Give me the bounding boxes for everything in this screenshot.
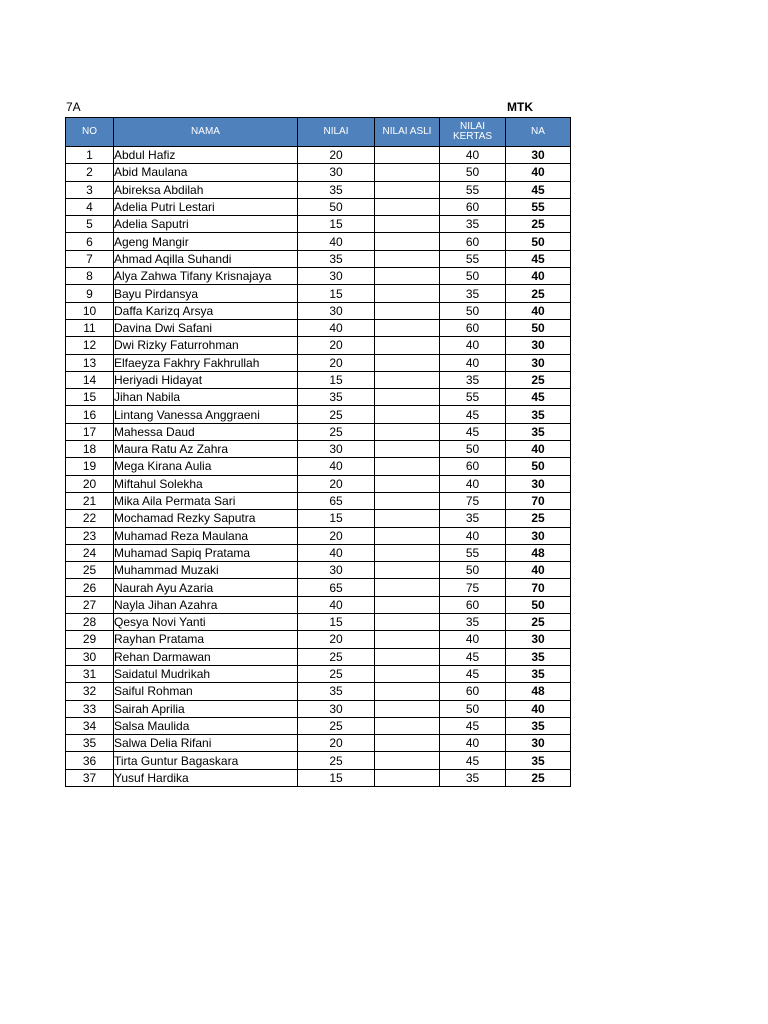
cell-no: 31 (66, 665, 114, 682)
cell-nilai-asli (375, 319, 440, 336)
cell-nilai-asli (375, 769, 440, 786)
cell-nilai: 25 (298, 752, 375, 769)
class-label: 7A (66, 100, 81, 114)
cell-nilai-kertas: 35 (440, 216, 506, 233)
cell-nilai-kertas: 75 (440, 492, 506, 509)
cell-nama: Mika Aila Permata Sari (114, 492, 298, 509)
cell-nilai-asli (375, 302, 440, 319)
table-row (66, 268, 571, 285)
cell-na: 48 (506, 683, 571, 700)
cell-nilai-asli (375, 683, 440, 700)
cell-no: 16 (66, 406, 114, 423)
cell-nilai-kertas: 55 (440, 544, 506, 561)
cell-nilai-asli (375, 562, 440, 579)
cell-na: 45 (506, 181, 571, 198)
cell-nama: Muhamad Sapiq Pratama (114, 544, 298, 561)
cell-na: 30 (506, 147, 571, 164)
cell-nilai-asli (375, 510, 440, 527)
cell-nilai-asli (375, 717, 440, 734)
cell-nilai-asli (375, 233, 440, 250)
table-row (66, 614, 571, 631)
cell-nilai: 25 (298, 717, 375, 734)
cell-na: 50 (506, 458, 571, 475)
cell-no: 23 (66, 527, 114, 544)
cell-no: 36 (66, 752, 114, 769)
cell-nilai-kertas: 50 (440, 562, 506, 579)
cell-nama: Saidatul Mudrikah (114, 665, 298, 682)
cell-nilai-kertas: 40 (440, 354, 506, 371)
cell-na: 25 (506, 614, 571, 631)
cell-no: 24 (66, 544, 114, 561)
cell-na: 30 (506, 475, 571, 492)
header-row (66, 118, 571, 147)
cell-nama: Daffa Karizq Arsya (114, 302, 298, 319)
cell-na: 40 (506, 562, 571, 579)
cell-nilai-asli (375, 371, 440, 388)
table-row (66, 458, 571, 475)
cell-nilai: 30 (298, 302, 375, 319)
cell-nilai-asli (375, 596, 440, 613)
cell-nilai: 35 (298, 683, 375, 700)
cell-nilai-asli (375, 164, 440, 181)
cell-nilai-kertas: 60 (440, 198, 506, 215)
cell-no: 3 (66, 181, 114, 198)
cell-nilai-asli (375, 147, 440, 164)
cell-no: 14 (66, 371, 114, 388)
table-row (66, 423, 571, 440)
cell-na: 30 (506, 527, 571, 544)
cell-nilai: 20 (298, 354, 375, 371)
table-row (66, 631, 571, 648)
cell-nilai-asli (375, 285, 440, 302)
cell-nilai: 40 (298, 458, 375, 475)
cell-na: 50 (506, 319, 571, 336)
cell-nilai-asli (375, 389, 440, 406)
cell-nama: Davina Dwi Safani (114, 319, 298, 336)
cell-na: 50 (506, 596, 571, 613)
table-row (66, 717, 571, 734)
cell-nilai-kertas: 40 (440, 631, 506, 648)
cell-nama: Nayla Jihan Azahra (114, 596, 298, 613)
cell-nilai: 30 (298, 700, 375, 717)
cell-nilai-asli (375, 492, 440, 509)
table-row (66, 562, 571, 579)
cell-nilai: 20 (298, 735, 375, 752)
cell-nilai-kertas: 60 (440, 319, 506, 336)
table-row (66, 596, 571, 613)
cell-nama: Yusuf Hardika (114, 769, 298, 786)
cell-nilai: 15 (298, 285, 375, 302)
cell-nama: Mahessa Daud (114, 423, 298, 440)
cell-no: 35 (66, 735, 114, 752)
header-nilai-kertas (440, 118, 506, 147)
table-row (66, 700, 571, 717)
table-row (66, 164, 571, 181)
cell-nilai-asli (375, 268, 440, 285)
cell-nilai-asli (375, 700, 440, 717)
cell-nilai: 40 (298, 544, 375, 561)
cell-no: 11 (66, 319, 114, 336)
cell-na: 40 (506, 700, 571, 717)
subject-label: MTK (507, 100, 533, 114)
cell-nilai: 40 (298, 233, 375, 250)
cell-nilai: 15 (298, 769, 375, 786)
cell-nama: Saiful Rohman (114, 683, 298, 700)
cell-nilai-kertas: 45 (440, 423, 506, 440)
cell-nilai: 20 (298, 475, 375, 492)
cell-nilai: 30 (298, 268, 375, 285)
cell-na: 40 (506, 441, 571, 458)
cell-nilai: 30 (298, 164, 375, 181)
cell-nilai: 40 (298, 596, 375, 613)
table-row (66, 371, 571, 388)
cell-nama: Miftahul Solekha (114, 475, 298, 492)
cell-nilai-asli (375, 614, 440, 631)
cell-no: 29 (66, 631, 114, 648)
cell-nilai-kertas: 45 (440, 752, 506, 769)
table-row (66, 302, 571, 319)
cell-nilai-asli (375, 475, 440, 492)
cell-nilai: 20 (298, 147, 375, 164)
cell-nama: Qesya Novi Yanti (114, 614, 298, 631)
cell-no: 25 (66, 562, 114, 579)
cell-nama: Ageng Mangir (114, 233, 298, 250)
cell-nilai: 15 (298, 216, 375, 233)
cell-nama: Abireksa Abdilah (114, 181, 298, 198)
cell-nilai-kertas: 40 (440, 475, 506, 492)
cell-nilai-kertas: 40 (440, 735, 506, 752)
table-row (66, 544, 571, 561)
cell-nilai-asli (375, 216, 440, 233)
cell-nama: Sairah Aprilia (114, 700, 298, 717)
cell-no: 15 (66, 389, 114, 406)
header-nilai-asli: NILAI ASLI (375, 118, 440, 147)
table-row (66, 735, 571, 752)
cell-nilai-kertas: 60 (440, 233, 506, 250)
cell-nilai: 15 (298, 371, 375, 388)
cell-na: 25 (506, 216, 571, 233)
cell-na: 45 (506, 389, 571, 406)
cell-nilai-kertas: 35 (440, 371, 506, 388)
cell-nilai-kertas: 45 (440, 665, 506, 682)
cell-na: 35 (506, 648, 571, 665)
cell-nilai-kertas: 55 (440, 389, 506, 406)
cell-na: 30 (506, 735, 571, 752)
cell-no: 32 (66, 683, 114, 700)
cell-no: 4 (66, 198, 114, 215)
header-nilai-kertas-line1: NILAI (459, 121, 485, 132)
cell-no: 18 (66, 441, 114, 458)
grades-table (65, 117, 571, 787)
cell-nama: Mega Kirana Aulia (114, 458, 298, 475)
cell-no: 33 (66, 700, 114, 717)
cell-nilai-kertas: 45 (440, 406, 506, 423)
cell-nilai-kertas: 50 (440, 441, 506, 458)
cell-nilai-asli (375, 181, 440, 198)
cell-no: 12 (66, 337, 114, 354)
cell-no: 30 (66, 648, 114, 665)
cell-nilai: 65 (298, 492, 375, 509)
cell-nama: Abid Maulana (114, 164, 298, 181)
cell-no: 5 (66, 216, 114, 233)
cell-nilai: 40 (298, 319, 375, 336)
cell-no: 13 (66, 354, 114, 371)
cell-nilai-asli (375, 735, 440, 752)
table-row (66, 510, 571, 527)
cell-nama: Mochamad Rezky Saputra (114, 510, 298, 527)
table-row (66, 492, 571, 509)
table-row (66, 752, 571, 769)
cell-na: 35 (506, 752, 571, 769)
cell-nilai-kertas: 35 (440, 614, 506, 631)
cell-nama: Lintang Vanessa Anggraeni (114, 406, 298, 423)
cell-nama: Rayhan Pratama (114, 631, 298, 648)
cell-nilai-asli (375, 752, 440, 769)
cell-nilai-asli (375, 423, 440, 440)
cell-nilai-kertas: 60 (440, 683, 506, 700)
cell-no: 2 (66, 164, 114, 181)
cell-nama: Adelia Saputri (114, 216, 298, 233)
cell-no: 22 (66, 510, 114, 527)
cell-nama: Heriyadi Hidayat (114, 371, 298, 388)
cell-nilai: 25 (298, 648, 375, 665)
cell-na: 25 (506, 285, 571, 302)
cell-nama: Elfaeyza Fakhry Fakhrullah (114, 354, 298, 371)
cell-nama: Bayu Pirdansya (114, 285, 298, 302)
table-row (66, 285, 571, 302)
cell-na: 40 (506, 268, 571, 285)
table-row (66, 233, 571, 250)
cell-nama: Rehan Darmawan (114, 648, 298, 665)
cell-nilai-kertas: 50 (440, 700, 506, 717)
cell-nilai-kertas: 50 (440, 268, 506, 285)
cell-no: 21 (66, 492, 114, 509)
table-row (66, 250, 571, 267)
table-row (66, 527, 571, 544)
cell-nama: Muhammad Muzaki (114, 562, 298, 579)
cell-nilai: 30 (298, 562, 375, 579)
cell-nilai: 20 (298, 527, 375, 544)
cell-nama: Adelia Putri Lestari (114, 198, 298, 215)
table-row (66, 181, 571, 198)
cell-nilai: 25 (298, 406, 375, 423)
cell-nilai-kertas: 45 (440, 648, 506, 665)
cell-na: 45 (506, 250, 571, 267)
cell-no: 6 (66, 233, 114, 250)
cell-na: 30 (506, 354, 571, 371)
cell-nama: Alya Zahwa Tifany Krisnajaya (114, 268, 298, 285)
cell-na: 35 (506, 665, 571, 682)
cell-no: 10 (66, 302, 114, 319)
cell-nilai-kertas: 55 (440, 181, 506, 198)
cell-na: 25 (506, 510, 571, 527)
cell-nama: Tirta Guntur Bagaskara (114, 752, 298, 769)
cell-nilai-kertas: 55 (440, 250, 506, 267)
cell-nilai: 30 (298, 441, 375, 458)
table-row (66, 216, 571, 233)
cell-nilai-asli (375, 354, 440, 371)
cell-na: 70 (506, 492, 571, 509)
cell-na: 35 (506, 717, 571, 734)
cell-no: 26 (66, 579, 114, 596)
cell-na: 48 (506, 544, 571, 561)
header-nilai: NILAI (298, 118, 375, 147)
cell-na: 50 (506, 233, 571, 250)
cell-nilai-kertas: 75 (440, 579, 506, 596)
table-row (66, 769, 571, 786)
cell-nilai: 50 (298, 198, 375, 215)
cell-no: 7 (66, 250, 114, 267)
cell-nilai-asli (375, 458, 440, 475)
cell-nilai-kertas: 60 (440, 596, 506, 613)
cell-nilai-asli (375, 406, 440, 423)
table-row (66, 147, 571, 164)
cell-nilai: 65 (298, 579, 375, 596)
cell-nilai: 35 (298, 181, 375, 198)
cell-nilai: 25 (298, 423, 375, 440)
table-row (66, 441, 571, 458)
table-row (66, 648, 571, 665)
header-no: NO (66, 118, 114, 147)
cell-no: 8 (66, 268, 114, 285)
cell-na: 70 (506, 579, 571, 596)
table-row (66, 198, 571, 215)
cell-nilai-kertas: 35 (440, 285, 506, 302)
cell-no: 37 (66, 769, 114, 786)
cell-no: 28 (66, 614, 114, 631)
table-row (66, 683, 571, 700)
cell-na: 55 (506, 198, 571, 215)
cell-nilai-kertas: 40 (440, 147, 506, 164)
table-row (66, 319, 571, 336)
cell-nilai: 20 (298, 337, 375, 354)
table-row (66, 475, 571, 492)
table-row (66, 389, 571, 406)
cell-no: 9 (66, 285, 114, 302)
cell-nama: Jihan Nabila (114, 389, 298, 406)
cell-na: 25 (506, 769, 571, 786)
cell-nilai-kertas: 35 (440, 769, 506, 786)
cell-no: 1 (66, 147, 114, 164)
cell-nilai-kertas: 35 (440, 510, 506, 527)
cell-nama: Dwi Rizky Faturrohman (114, 337, 298, 354)
cell-nilai: 35 (298, 250, 375, 267)
cell-nilai-asli (375, 250, 440, 267)
cell-nilai: 15 (298, 510, 375, 527)
table-row (66, 406, 571, 423)
cell-nilai-asli (375, 198, 440, 215)
cell-nilai-asli (375, 665, 440, 682)
cell-nilai: 15 (298, 614, 375, 631)
cell-nilai-asli (375, 579, 440, 596)
cell-nilai-asli (375, 441, 440, 458)
cell-nilai-asli (375, 337, 440, 354)
table-row (66, 665, 571, 682)
cell-nilai: 25 (298, 665, 375, 682)
cell-nilai-asli (375, 631, 440, 648)
cell-nilai-kertas: 50 (440, 302, 506, 319)
cell-na: 25 (506, 371, 571, 388)
cell-nama: Maura Ratu Az Zahra (114, 441, 298, 458)
cell-nilai-asli (375, 648, 440, 665)
cell-nilai-kertas: 40 (440, 337, 506, 354)
header-nilai-kertas-line2: KERTAS (452, 131, 493, 142)
cell-na: 30 (506, 631, 571, 648)
cell-no: 34 (66, 717, 114, 734)
cell-na: 35 (506, 423, 571, 440)
cell-nama: Muhamad Reza Maulana (114, 527, 298, 544)
table-row (66, 337, 571, 354)
cell-nama: Salsa Maulida (114, 717, 298, 734)
cell-na: 40 (506, 164, 571, 181)
cell-nilai-kertas: 60 (440, 458, 506, 475)
cell-nilai: 35 (298, 389, 375, 406)
cell-nilai-asli (375, 527, 440, 544)
cell-nilai-kertas: 45 (440, 717, 506, 734)
header-nama: NAMA (114, 118, 298, 147)
cell-na: 40 (506, 302, 571, 319)
cell-no: 20 (66, 475, 114, 492)
cell-nilai: 20 (298, 631, 375, 648)
cell-nama: Salwa Delia Rifani (114, 735, 298, 752)
cell-na: 30 (506, 337, 571, 354)
cell-nama: Abdul Hafiz (114, 147, 298, 164)
cell-no: 27 (66, 596, 114, 613)
grade-rows (66, 147, 571, 787)
cell-nilai-kertas: 50 (440, 164, 506, 181)
cell-nama: Naurah Ayu Azaria (114, 579, 298, 596)
cell-nilai-kertas: 40 (440, 527, 506, 544)
header-na: NA (506, 118, 571, 147)
table-row (66, 354, 571, 371)
table-row (66, 579, 571, 596)
cell-no: 19 (66, 458, 114, 475)
cell-no: 17 (66, 423, 114, 440)
cell-na: 35 (506, 406, 571, 423)
cell-nama: Ahmad Aqilla Suhandi (114, 250, 298, 267)
cell-nilai-asli (375, 544, 440, 561)
